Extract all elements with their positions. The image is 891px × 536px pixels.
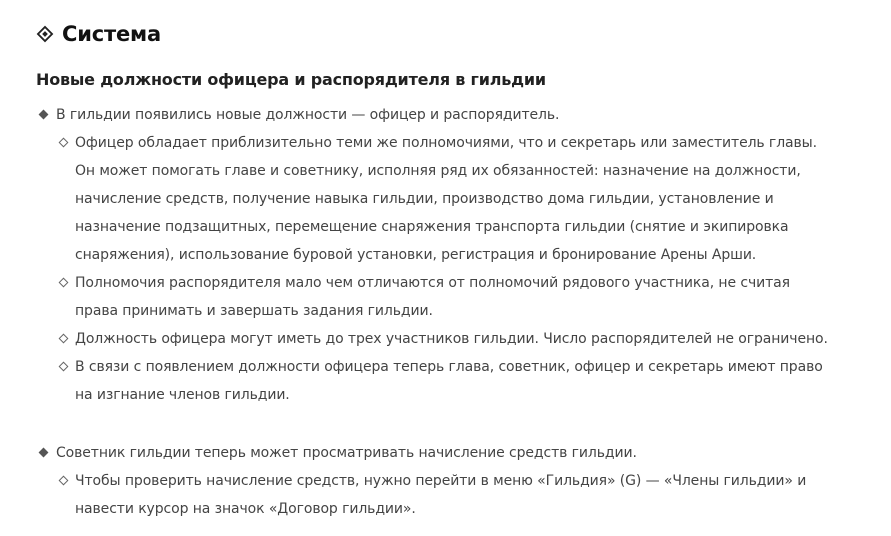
section-header [36,18,161,50]
sub-bullet-item [0,467,835,523]
sub-bullet-text: Офицер обладает приблизительно теми же полномочиями, что и секретарь или заместитель главы. Он может помогать главе и советнику, исполняя ряд их обязанностей: назначение на должности, начисление средств, получение навыка гильдии, производство дома гильдии, установление и назначение подзащитных, перемещение снаряжения транспорта гильдии (снятие и экипировка снаряжения), использование буровой установки, регистрация и бронирование Арены Арши. [75,135,817,263]
sub-bullet-text: Чтобы проверить начисление средств, нужно перейти в меню «Гильдия» (G) — «Члены гильдии» и навести курсор на значок «Договор гильдии». [75,473,807,517]
bullet-item [0,101,891,129]
bullet-group-1 [0,101,891,409]
sub-bullet-text: Должность офицера могут иметь до трех участников гильдии. Число распорядителей не ограничено. [75,331,828,347]
sub-bullet-item [0,353,835,409]
page-title: Система [62,22,161,46]
bullet-text: Советник гильдии теперь может просматривать начисление средств гильдии. [56,445,637,461]
diamond-outline-icon [36,25,54,43]
outline-diamond-bullet-icon [59,362,69,372]
outline-diamond-bullet-icon [59,278,69,288]
section-subtitle: Новые должности офицера и распорядителя в гильдии [36,70,546,89]
bullet-text: В гильдии появились новые должности — офицер и распорядитель. [56,107,560,123]
sub-bullet-item [0,269,835,325]
outline-diamond-bullet-icon [59,138,69,148]
bullet-item [0,439,891,467]
filled-diamond-bullet-icon [39,110,49,120]
outline-diamond-bullet-icon [59,476,69,486]
filled-diamond-bullet-icon [39,448,49,458]
outline-diamond-bullet-icon [59,334,69,344]
sub-bullet-item [0,129,835,269]
sub-bullet-item [0,325,835,353]
sub-bullet-text: Полномочия распорядителя мало чем отличаются от полномочий рядового участника, не считая права принимать и завершать задания гильдии. [75,275,790,319]
bullet-group-2 [0,439,891,523]
sub-bullet-text: В связи с появлением должности офицера теперь глава, советник, офицер и секретарь имеют право на изгнание членов гильдии. [75,359,823,403]
